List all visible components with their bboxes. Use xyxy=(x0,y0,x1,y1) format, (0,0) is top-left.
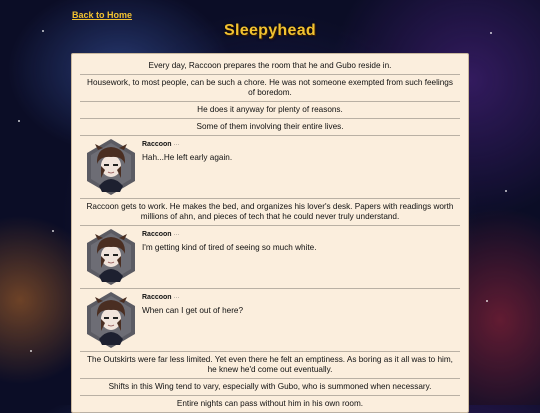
speaker-name-text: Raccoon xyxy=(142,141,172,148)
narration-block: The Outskirts were far less limited. Yet even there he felt an emptiness. As boring as it all was to him, he knew he'd come out eventually. xyxy=(80,352,460,379)
narration-block: He does it anyway for plenty of reasons. xyxy=(80,102,460,119)
back-to-home-link[interactable]: Back to Home xyxy=(72,10,133,20)
speaker-name xyxy=(142,293,243,303)
dialogue-block xyxy=(80,226,460,289)
dialogue-block xyxy=(80,136,460,199)
speaker-ellipsis: ··· xyxy=(173,295,180,301)
raccoon-portrait-icon xyxy=(80,289,142,351)
story-panel xyxy=(71,53,469,413)
speech-text: When can I get out of here? xyxy=(142,306,244,315)
speaker-name xyxy=(142,140,232,150)
avatar xyxy=(80,226,142,288)
speaker-ellipsis: ··· xyxy=(173,232,180,238)
speaker-ellipsis: ··· xyxy=(173,142,180,148)
avatar xyxy=(80,136,142,198)
narration-block: Raccoon gets to work. He makes the bed, and organizes his lover's desk. Papers with readings worth millions of ahn, and pieces of tech that he could never truly understand. xyxy=(80,199,460,226)
narration-block: Shifts in this Wing tend to vary, especially with Gubo, who is summoned when necessary. xyxy=(80,379,460,396)
background-star xyxy=(52,230,54,232)
raccoon-portrait-icon xyxy=(80,226,142,288)
speaker-name-text: Raccoon xyxy=(142,231,172,238)
background-star xyxy=(30,350,32,352)
speech-bubble xyxy=(142,289,243,316)
background-star xyxy=(505,190,507,192)
speaker-name xyxy=(142,230,317,240)
narration-block: Entire nights can pass without him in his own room. xyxy=(80,396,460,413)
speech-text: I'm getting kind of tired of seeing so much white. xyxy=(142,243,317,252)
speech-bubble xyxy=(142,136,232,163)
speech-bubble xyxy=(142,226,317,253)
narration-block: Housework, to most people, can be such a chore. He was not someone exempted from such feelings of boredom. xyxy=(80,75,460,102)
speech-text: Hah...He left early again. xyxy=(142,153,233,162)
dialogue-block xyxy=(80,289,460,352)
narration-block: Every day, Raccoon prepares the room that he and Gubo reside in. xyxy=(80,58,460,75)
narration-block: Some of them involving their entire lives. xyxy=(80,119,460,136)
page-title: Sleepyhead xyxy=(224,22,316,39)
avatar xyxy=(80,289,142,351)
speaker-name-text: Raccoon xyxy=(142,294,172,301)
background-star xyxy=(486,300,488,302)
background-star xyxy=(18,120,20,122)
raccoon-portrait-icon xyxy=(80,136,142,198)
